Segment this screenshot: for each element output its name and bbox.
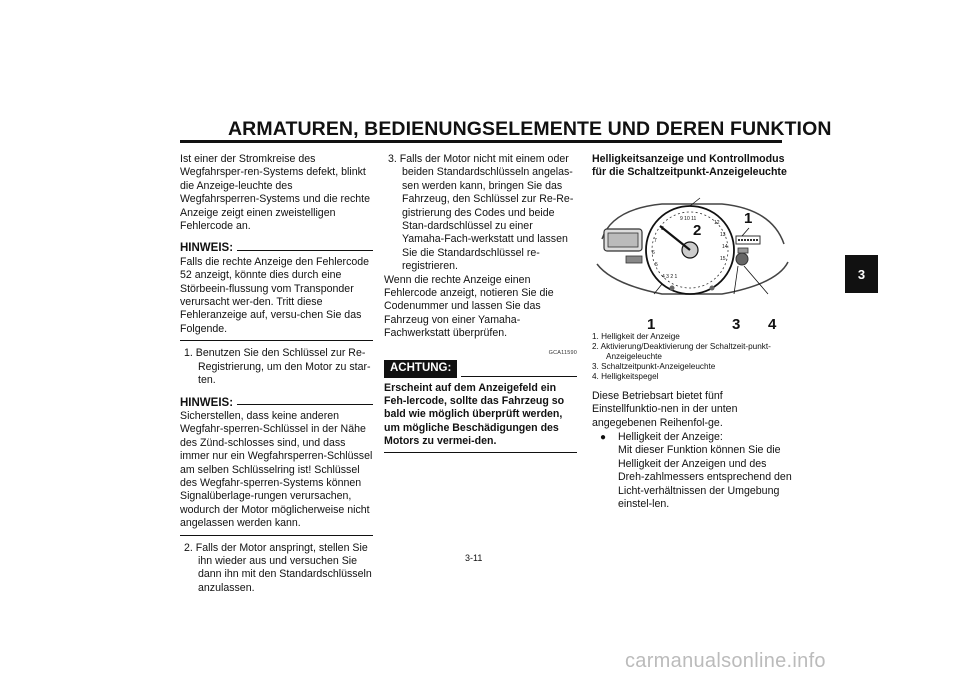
chapter-tab: 3 — [845, 255, 878, 293]
section-heading: Helligkeitsanzeige und Kontrollmodus für die Schaltzeitpunkt-Anzeigeleuchte — [592, 153, 787, 179]
svg-text:8: 8 — [661, 225, 664, 232]
watermark: carmanualsonline.info — [625, 650, 826, 672]
svg-text:14: 14 — [722, 243, 728, 250]
legend-item: 2. Aktivierung/Deaktivierung der Schaltzeit-punkt-Anzeigeleuchte — [592, 341, 771, 361]
note-label: HINWEIS: — [180, 242, 234, 255]
bullet-icon: ● — [600, 432, 607, 444]
svg-text:9 10 11: 9 10 11 — [680, 215, 697, 222]
note-text: Falls die rechte Anzeige den Fehlercode 52 anzeigt, könnte dies durch eine Störbeein-flussung vom Transponder verursacht wer-den. Tritt diese Fehleranzeige auf, versu-chen Sie das Folgende. — [180, 255, 370, 335]
legend-item: 1. Helligkeit der Anzeige — [592, 331, 680, 341]
note-divider — [180, 340, 373, 341]
column-3 — [592, 153, 792, 511]
bullet-text: Mit dieser Funktion können Sie die Helligkeit der Anzeigen und des Dreh-zahlmessers entsprechend den Licht-verhältnissen der Umgebung einstel-len. — [618, 444, 792, 511]
note-label: HINWEIS: — [180, 396, 234, 409]
instrument-figure — [592, 184, 792, 333]
step-2: 2. Falls der Motor anspringt, stellen Sie ihn wieder aus und versuchen Sie dann ihn mit den Standardschlüsseln anzulassen. — [184, 541, 372, 594]
note-heading — [180, 242, 373, 255]
figure-legend — [592, 332, 792, 382]
svg-text:4 3 2 1: 4 3 2 1 — [662, 273, 678, 280]
svg-text:6: 6 — [652, 249, 655, 256]
bullet-title: Helligkeit der Anzeige: — [618, 431, 723, 444]
page-number: 3-11 — [465, 553, 483, 563]
svg-text:15: 15 — [720, 255, 726, 262]
note-text: Sicherstellen, dass keine anderen Wegfahr-sperren-Schlüssel in der Nähe des Zünd-schlosses sind, und dass immer nur ein Wegfahrsperren-Schlüssel am selben Schlüsselring ist! Schlüssel des Wegfahr-sperren-Systems können Signalüberlage-rungen verursachen, wodurch der Motor möglicherweise nicht angelassen werden kann. — [180, 409, 373, 530]
achtung-divider — [384, 452, 577, 453]
figure-label-2: 2 — [693, 221, 702, 239]
column-1 — [180, 153, 373, 595]
svg-text:5: 5 — [655, 261, 658, 268]
step-1: 1. Benutzen Sie den Schlüssel zur Re-Registrierung, um den Motor zu star-ten. — [184, 347, 371, 387]
body-paragraph: Diese Betriebsart bietet fünf Einstellfunktio-nen in der unten angegebenen Reihenfol-ge. — [592, 389, 738, 429]
legend-item: 3. Schaltzeitpunkt-Anzeigeleuchte — [592, 361, 716, 371]
figure-label-4: 4 — [768, 315, 777, 333]
figure-label-3: 3 — [732, 315, 741, 333]
reference-code: GCA11590 — [548, 349, 577, 356]
step-3: 3. Falls der Motor nicht mit einem oder beiden Standardschlüsseln angelas-sen werden kann, bringen Sie das Fahrzeug, den Schlüssel zur Re-Re-gistrierung des Codes und beide Stan-dardschlüssel zu einer Yamaha-Fach-werkstatt und lassen Sie die Standardschlüssel re-registrieren. — [388, 153, 574, 273]
title-rule — [180, 140, 782, 143]
achtung-heading — [384, 360, 577, 377]
instrument-panel-illustration — [592, 184, 792, 302]
column-2 — [384, 153, 577, 453]
note-heading — [180, 397, 373, 410]
svg-text:7: 7 — [654, 237, 657, 244]
bullet-item — [592, 431, 792, 511]
figure-label-1b: 1 — [647, 315, 656, 333]
svg-text:13: 13 — [720, 231, 726, 238]
figure-label-1: 1 — [744, 209, 753, 227]
legend-item: 4. Helligkeitspegel — [592, 371, 659, 381]
achtung-label: ACHTUNG: — [384, 360, 457, 377]
page-title: ARMATUREN, BEDIENUNGSELEMENTE UND DEREN FUNKTION — [228, 118, 832, 140]
note-divider — [180, 535, 373, 536]
achtung-text: Erscheint auf dem Anzeigefeld ein Feh-lercode, sollte das Fahrzeug so bald wie möglich überprüft werden, um mögliche Beschädigungen des Motors zu vermei-den. — [384, 381, 565, 448]
svg-text:12: 12 — [714, 219, 720, 226]
body-paragraph: Wenn die rechte Anzeige einen Fehlercode anzeigt, notieren Sie die Codenummer und lassen Sie das Fahrzeug von einer Yamaha-Fachwerkstatt überprüfen. — [384, 273, 554, 340]
intro-paragraph: Ist einer der Stromkreise des Wegfahrsper-ren-Systems defekt, blinkt die Anzeige-leuchte des Wegfahrsperren-Systems und die rechte Anzeige zeigt einen zweistelligen Fehlercode an. — [180, 153, 370, 233]
